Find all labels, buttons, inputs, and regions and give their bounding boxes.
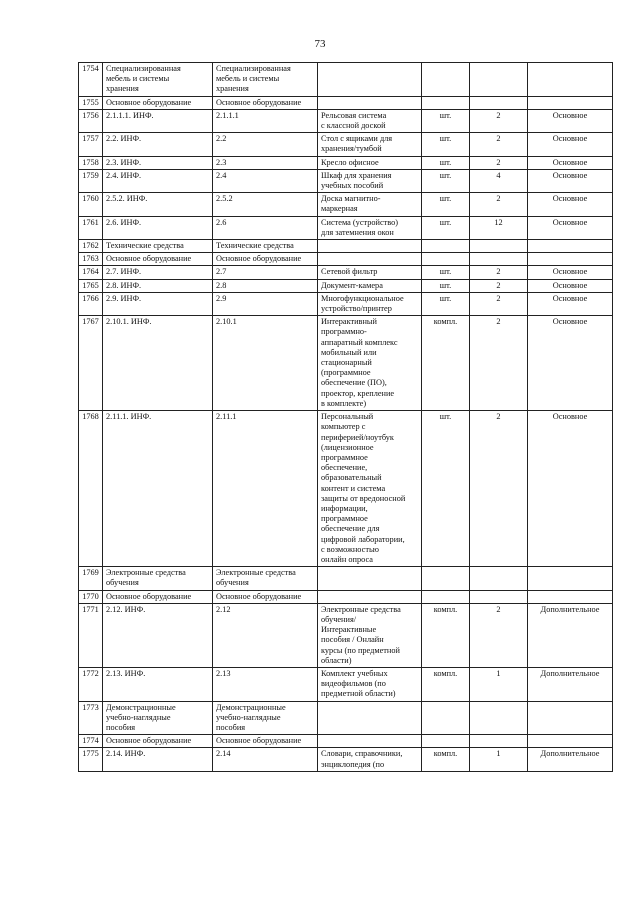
row-item-name: Сетевой фильтр [318,266,422,279]
row-number: 1768 [79,411,103,567]
row-code: Технические средства [103,240,213,253]
row-item-name: Стол с ящиками для хранения/тумбой [318,133,422,156]
table-row [79,279,613,292]
row-number: 1756 [79,109,103,132]
row-code: 2.6. ИНФ. [103,216,213,239]
row-item-name: Персональный компьютер с периферией/ноутбук (лицензионное программное обеспечение, образовательный контент и система защиты от вредоносной информации, программное обеспечение для цифровой лаборатории, с возможностью онлайн опроса [318,411,422,567]
table-row [79,253,613,266]
table-row [79,216,613,239]
row-number: 1760 [79,193,103,216]
row-category [528,735,613,748]
row-number: 1761 [79,216,103,239]
row-code: 2.2. ИНФ. [103,133,213,156]
row-unit: компл. [422,748,470,771]
row-unit: компл. [422,316,470,411]
row-item-name: Рельсовая система с классной доской [318,109,422,132]
row-number: 1772 [79,667,103,701]
row-short-code: 2.9 [213,292,318,315]
row-short-code: 2.14 [213,748,318,771]
row-item-name [318,567,422,590]
row-unit: шт. [422,133,470,156]
table-row [79,411,613,567]
row-quantity: 1 [470,667,528,701]
row-number: 1758 [79,156,103,169]
row-quantity [470,590,528,603]
row-code: 2.11.1. ИНФ. [103,411,213,567]
row-code: 2.4. ИНФ. [103,169,213,192]
row-short-code: Основное оборудование [213,96,318,109]
row-quantity: 4 [470,169,528,192]
row-category [528,96,613,109]
row-quantity: 2 [470,316,528,411]
table-row [79,156,613,169]
row-unit: шт. [422,411,470,567]
row-short-code: Технические средства [213,240,318,253]
row-item-name: Многофункциональное устройство/принтер [318,292,422,315]
row-item-name [318,240,422,253]
row-quantity: 2 [470,411,528,567]
row-code: 2.5.2. ИНФ. [103,193,213,216]
equipment-table [78,62,613,772]
row-quantity [470,63,528,97]
row-number: 1757 [79,133,103,156]
row-quantity [470,735,528,748]
row-category [528,240,613,253]
row-unit [422,253,470,266]
row-category: Основное [528,292,613,315]
row-category [528,701,613,735]
row-short-code: 2.7 [213,266,318,279]
row-item-name: Электронные средства обучения/ Интерактивные пособия / Онлайн курсы (по предметной области) [318,603,422,667]
row-number: 1775 [79,748,103,771]
row-code: Основное оборудование [103,590,213,603]
row-category: Основное [528,279,613,292]
table-row [79,567,613,590]
table-row [79,590,613,603]
row-code: 2.13. ИНФ. [103,667,213,701]
row-code: Электронные средства обучения [103,567,213,590]
row-unit: шт. [422,156,470,169]
row-unit: шт. [422,193,470,216]
row-unit: шт. [422,279,470,292]
row-item-name [318,701,422,735]
row-item-name [318,63,422,97]
row-number: 1754 [79,63,103,97]
row-quantity: 2 [470,292,528,315]
row-category [528,253,613,266]
row-short-code: 2.4 [213,169,318,192]
row-code: Специализированная мебель и системы хранения [103,63,213,97]
row-category: Основное [528,169,613,192]
row-number: 1762 [79,240,103,253]
row-category [528,63,613,97]
row-unit: шт. [422,109,470,132]
row-unit [422,590,470,603]
row-unit [422,63,470,97]
row-category: Основное [528,133,613,156]
row-quantity: 2 [470,109,528,132]
row-unit: шт. [422,292,470,315]
row-unit [422,240,470,253]
row-short-code: 2.13 [213,667,318,701]
row-quantity [470,96,528,109]
page-number: 73 [314,38,326,50]
row-quantity: 12 [470,216,528,239]
row-category: Основное [528,216,613,239]
row-short-code: 2.1.1.1 [213,109,318,132]
row-category: Основное [528,266,613,279]
row-category [528,590,613,603]
row-quantity [470,567,528,590]
row-number: 1755 [79,96,103,109]
table-row [79,266,613,279]
row-item-name: Кресло офисное [318,156,422,169]
table-row [79,667,613,701]
row-item-name: Система (устройство) для затемнения окон [318,216,422,239]
table-row [79,169,613,192]
row-number: 1774 [79,735,103,748]
table-body [79,63,613,772]
table-row [79,316,613,411]
row-short-code: 2.3 [213,156,318,169]
row-item-name: Доска магнитно- маркерная [318,193,422,216]
row-number: 1773 [79,701,103,735]
row-number: 1769 [79,567,103,590]
row-short-code: Демонстрационные учебно-наглядные пособия [213,701,318,735]
row-quantity: 2 [470,279,528,292]
row-category [528,567,613,590]
row-code: Демонстрационные учебно-наглядные пособия [103,701,213,735]
row-quantity: 2 [470,193,528,216]
row-category: Основное [528,316,613,411]
row-code: Основное оборудование [103,96,213,109]
row-short-code: 2.12 [213,603,318,667]
row-item-name [318,590,422,603]
row-code: 2.3. ИНФ. [103,156,213,169]
row-number: 1763 [79,253,103,266]
row-item-name: Комплект учебных видеофильмов (по предметной области) [318,667,422,701]
row-unit: компл. [422,667,470,701]
row-category: Основное [528,411,613,567]
row-category: Дополнительное [528,748,613,771]
row-code: 2.7. ИНФ. [103,266,213,279]
row-quantity: 2 [470,156,528,169]
row-quantity: 2 [470,266,528,279]
row-short-code: 2.10.1 [213,316,318,411]
row-code: Основное оборудование [103,735,213,748]
row-short-code: Электронные средства обучения [213,567,318,590]
row-number: 1771 [79,603,103,667]
row-code: 2.8. ИНФ. [103,279,213,292]
table-row [79,96,613,109]
row-number: 1759 [79,169,103,192]
row-short-code: 2.6 [213,216,318,239]
row-unit: компл. [422,603,470,667]
row-short-code: Основное оборудование [213,253,318,266]
row-category: Основное [528,193,613,216]
row-number: 1767 [79,316,103,411]
table-row [79,133,613,156]
row-category: Основное [528,109,613,132]
row-short-code: 2.2 [213,133,318,156]
row-short-code: Основное оборудование [213,735,318,748]
row-unit: шт. [422,216,470,239]
row-category: Дополнительное [528,603,613,667]
table-row [79,735,613,748]
table-row [79,109,613,132]
row-category: Дополнительное [528,667,613,701]
row-item-name: Словари, справочники, энциклопедия (по [318,748,422,771]
row-short-code: Специализированная мебель и системы хранения [213,63,318,97]
row-short-code: 2.5.2 [213,193,318,216]
table-row [79,748,613,771]
row-quantity [470,240,528,253]
table-row [79,603,613,667]
row-code: 2.12. ИНФ. [103,603,213,667]
row-unit: шт. [422,169,470,192]
row-number: 1764 [79,266,103,279]
row-short-code: 2.11.1 [213,411,318,567]
row-item-name: Документ-камера [318,279,422,292]
row-category: Основное [528,156,613,169]
row-code: 2.14. ИНФ. [103,748,213,771]
row-quantity: 2 [470,133,528,156]
row-quantity: 1 [470,748,528,771]
row-quantity: 2 [470,603,528,667]
table-row [79,701,613,735]
row-item-name: Шкаф для хранения учебных пособий [318,169,422,192]
table-row [79,292,613,315]
row-quantity [470,701,528,735]
row-code: 2.1.1.1. ИНФ. [103,109,213,132]
row-number: 1766 [79,292,103,315]
row-short-code: 2.8 [213,279,318,292]
row-unit [422,701,470,735]
row-code: 2.9. ИНФ. [103,292,213,315]
row-unit [422,96,470,109]
row-code: 2.10.1. ИНФ. [103,316,213,411]
row-item-name [318,253,422,266]
row-quantity [470,253,528,266]
row-unit: шт. [422,266,470,279]
row-code: Основное оборудование [103,253,213,266]
row-unit [422,567,470,590]
table-row [79,63,613,97]
row-short-code: Основное оборудование [213,590,318,603]
table-row [79,240,613,253]
row-item-name: Интерактивный программно- аппаратный комплекс мобильный или стационарный (программное обеспечение (ПО), проектор, крепление в комплекте) [318,316,422,411]
row-unit [422,735,470,748]
table-row [79,193,613,216]
row-item-name [318,735,422,748]
row-item-name [318,96,422,109]
row-number: 1765 [79,279,103,292]
row-number: 1770 [79,590,103,603]
